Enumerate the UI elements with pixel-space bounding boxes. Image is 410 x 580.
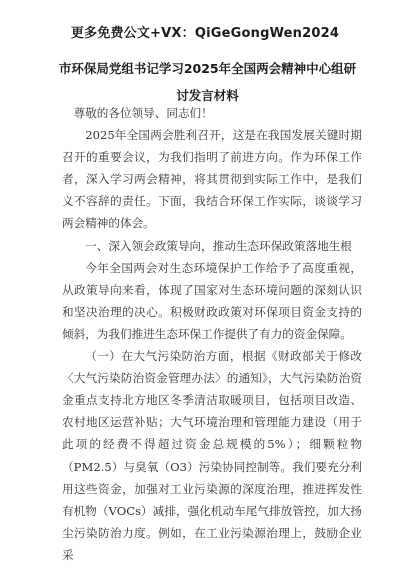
body-paragraph: 今年全国两会对生态环境保护工作给予了高度重视，从政策导向来看，体现了国家对生态环境问题的深刻认识和坚决治理的决心。积极财政政策对环保项目资金支持的倾斜，为我们推进生态环保工作提供了有力的资金保障。: [62, 260, 362, 341]
body-paragraph: （一）在大气污染防治方面，根据《财政部关于修改〈大气污染防治资金管理办法〉的通知》，大气污染防治资金重点支持北方地区冬季清洁取暖项目，包括项目改造、农村地区运营补贴；大气环境治理和管理能力建设（用于此项的经费不得超过资金总规模的5%）；细颗粒物（PM2.5）与臭氧（O3）污染协同控制等。我们要充分利用这些资金，加强对工业污染源的深度治理，推进挥发性有机物（VOCs）减排，强化机动车尾气排放管控，加大扬尘污染防治力度。例如，在工业污染源治理上，鼓励企业采: [62, 349, 362, 562]
greeting-paragraph: 尊敬的各位领导、同志们！: [73, 106, 213, 120]
section-heading: 一、深入领会政策导向，推动生态环保政策落地生根: [85, 238, 352, 253]
body-paragraph: 2025年全国两会胜利召开，这是在我国发展关键时期召开的重要会议，为我们指明了前进方向。作为环保工作者，深入学习两会精神，将其贯彻到实际工作中，是我们义不容辞的责任。下面，我结合环保工作实际，谈谈学习两会精神的体会。: [62, 128, 362, 231]
document-body: [62, 102, 362, 566]
promo-header: 更多免费公文+VX：QiGeGongWen2024: [70, 26, 340, 41]
document-title: 市环保局党组书记学习2025年全国两会精神中心组研讨发言材料: [58, 61, 357, 103]
